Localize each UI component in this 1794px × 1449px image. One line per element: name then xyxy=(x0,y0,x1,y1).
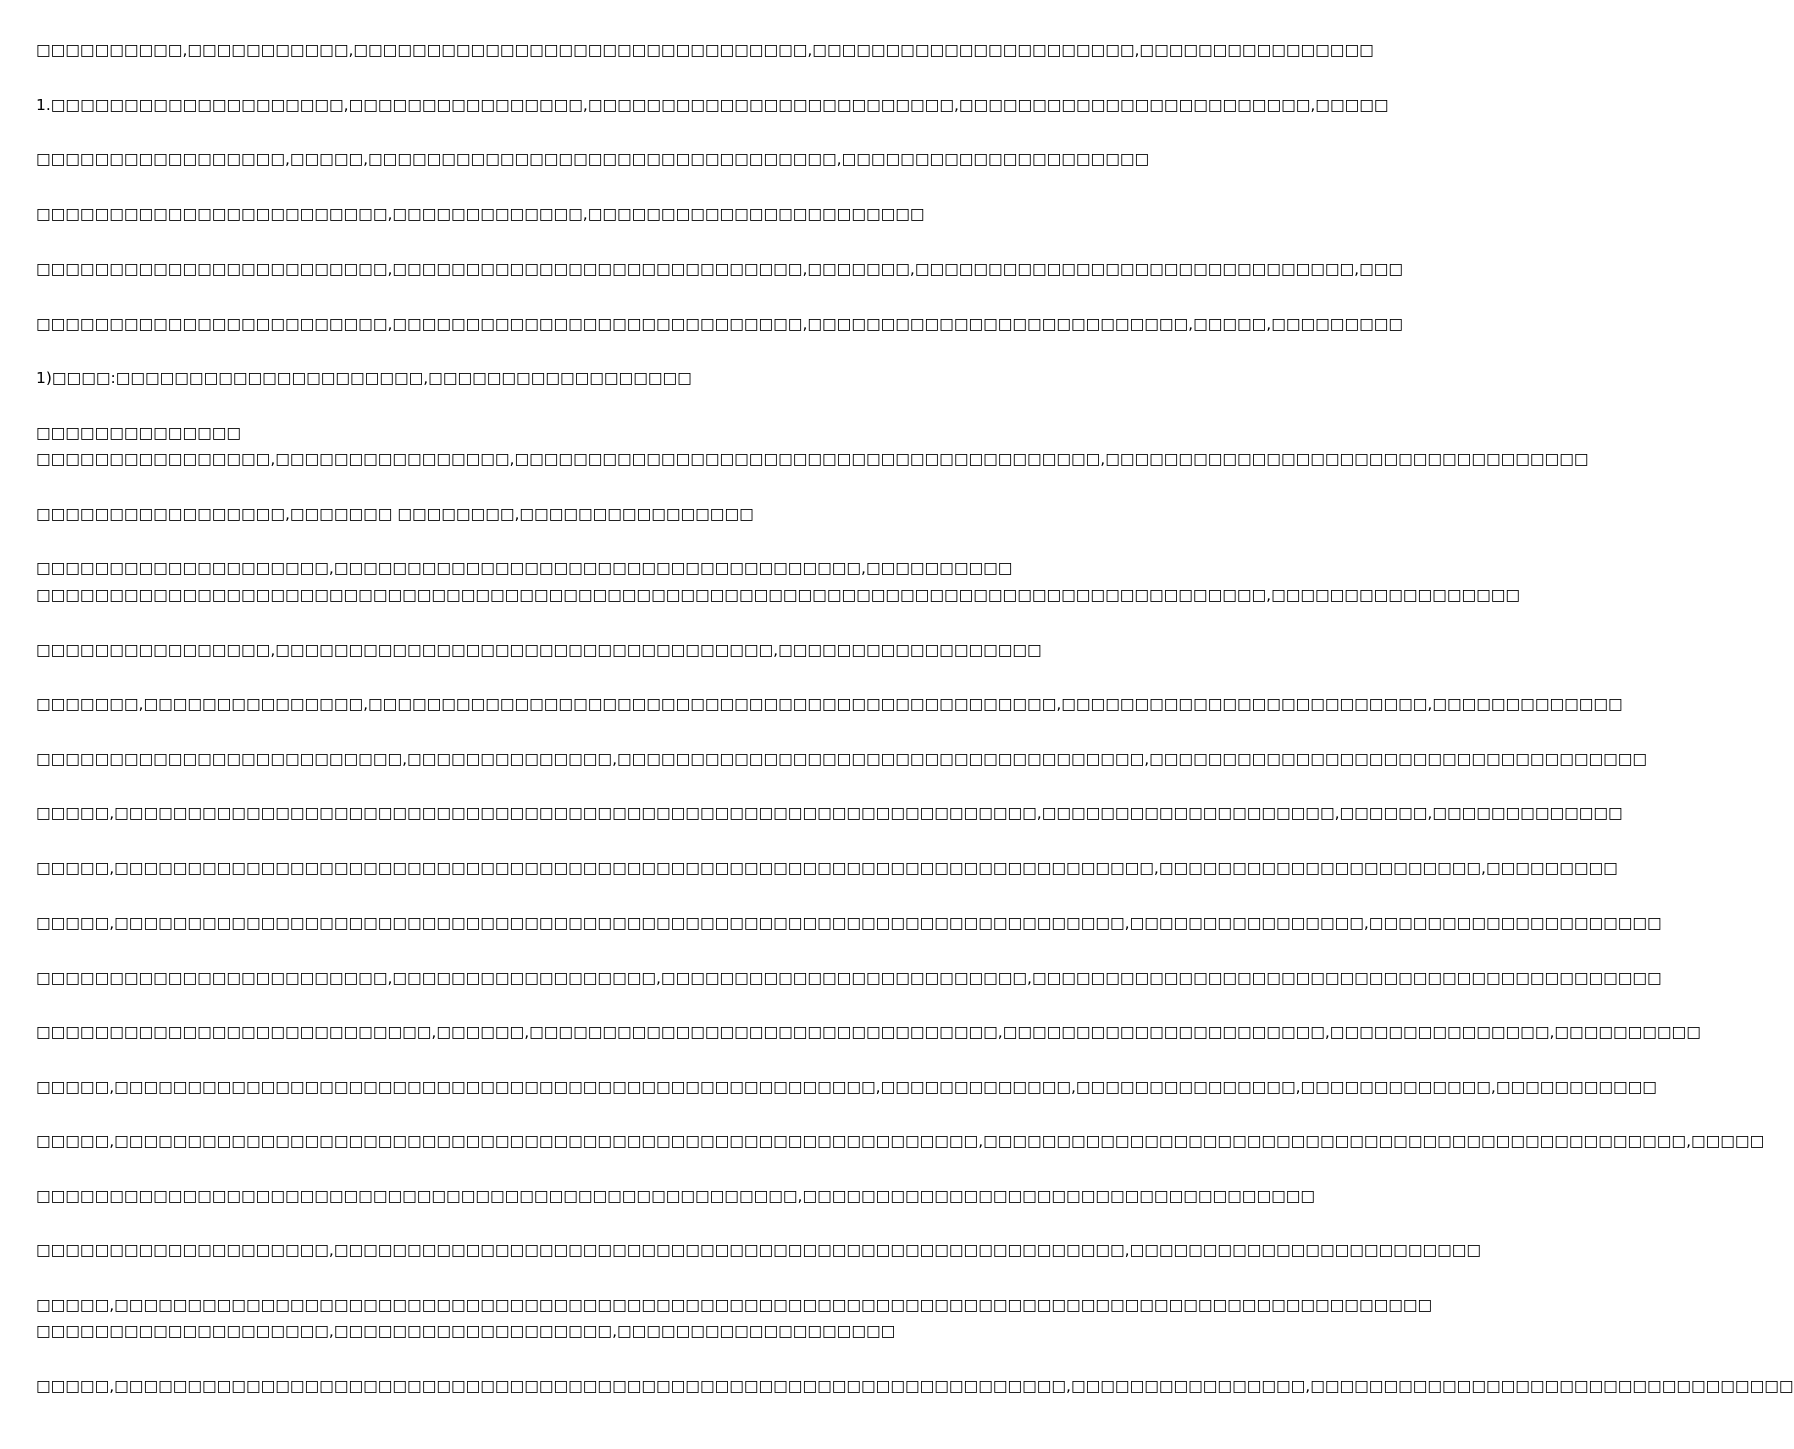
text-line: □□□□□,□□□□□□□□□□□□□□□□□□□□□□□□□□□□□□□□□□□□□□□□□□□□□□□□□□□□□□□□□□□□□□□□□□□□□□□□□□□□□□□□□□□□□□□□□□ xyxy=(36,1296,1433,1314)
text-line: □□□□□,□□□□□□□□□□□□□□□□□□□□□□□□□□□□□□□□□□□□□□□□□□□□□□□□□□□□□□□□□□□,□□□□□□□□□□□□□□□□□□□□□□□□□□□□□□□□□□□□□□□□□□□□□□□□,□□□□□ xyxy=(36,1132,1765,1150)
text-line: □□□□□,□□□□□□□□□□□□□□□□□□□□□□□□□□□□□□□□□□□□□□□□□□□□□□□□□□□□,□□□□□□□□□□□□□,□□□□□□□□□□□□□□□,□□□□□□□□□□□□□,□□□□□□□□□□□ xyxy=(36,1078,1657,1096)
text-line: □□□□□□□□□□□□□□□□,□□□□□□□□□□□□□□□□,□□□□□□□□□□□□□□□□□□□□□□□□□□□□□□□□□□□□□□□□,□□□□□□□□□□□□□□□□□□□□□□□□□□□□□□□□□ xyxy=(36,450,1589,468)
text-line: □□□□□□□□□□□□□□□□□□□□□□□□,□□□□□□□□□□□□□□□□□□□□□□□□□□□□,□□□□□□□,□□□□□□□□□□□□□□□□□□□□□□□□□□□□□□,□□□ xyxy=(36,260,1404,278)
text-line: 1.□□□□□□□□□□□□□□□□□□□□,□□□□□□□□□□□□□□□□,□□□□□□□□□□□□□□□□□□□□□□□□□,□□□□□□□□□□□□□□□□□□□□□□□□,□□□□□ xyxy=(36,96,1389,114)
text-line: □□□□□□□□□□□□□□□□□□□□□□□□□,□□□□□□□□□□□□□□,□□□□□□□□□□□□□□□□□□□□□□□□□□□□□□□□□□□□,□□□□□□□□□□□□□□□□□□□□□□□□□□□□□□□□□□ xyxy=(36,750,1648,768)
text-line: □□□□□□□□□□□□□□□□,□□□□□□□□□□□□□□□□□□□□□□□□□□□□□□□□□□,□□□□□□□□□□□□□□□□□□ xyxy=(36,641,1042,659)
text-line: □□□□□,□□□□□□□□□□□□□□□□□□□□□□□□□□□□□□□□□□□□□□□□□□□□□□□□□□□□□□□□□□□□□□□,□□□□□□□□□□□□□□□□□□□□,□□□□□□,□□□□□□□□□□□□□ xyxy=(36,804,1623,822)
text-line: □□□□□□□□□□□□□□□□□□□□□□□□□□□□□□□□□□□□□□□□□□□□□□□□□□□□□□□□□□□□□□□□□□□□□□□□□□□□□□□□□□□□,□□□□□□□□□□□□□□□□□ xyxy=(36,586,1521,604)
text-line: □□□□□□□□□□□□□□ xyxy=(36,424,242,442)
text-line: □□□□□□□□□□□□□□□□□□□□,□□□□□□□□□□□□□□□□□□□□□□□□□□□□□□□□□□□□,□□□□□□□□□□ xyxy=(36,559,1013,577)
text-line: □□□□□□□,□□□□□□□□□□□□□□□,□□□□□□□□□□□□□□□□□□□□□□□□□□□□□□□□□□□□□□□□□□□□□□□,□□□□□□□□□□□□□□□□□□□□□□□□□,□□□□□□□□□□□□□ xyxy=(36,695,1623,713)
text-line: □□□□□□□□□□□□□□□□□□□□,□□□□□□□□□□□□□□□□□□□,□□□□□□□□□□□□□□□□□□□ xyxy=(36,1322,896,1340)
text-line: □□□□□□□□□□□□□□□□□□□□,□□□□□□□□□□□□□□□□□□□□□□□□□□□□□□□□□□□□□□□□□□□□□□□□□□□□□□,□□□□□□□□□□□□□□□□□□□□□□□□ xyxy=(36,1241,1482,1259)
text-line: □□□□□□□□□□□□□□□□□□□□□□□□,□□□□□□□□□□□□□□□□□□□□□□□□□□□□,□□□□□□□□□□□□□□□□□□□□□□□□□□,□□□□□,□□□□□□□□□ xyxy=(36,315,1404,333)
document-page xyxy=(36,0,1794,1449)
text-line: □□□□□,□□□□□□□□□□□□□□□□□□□□□□□□□□□□□□□□□□□□□□□□□□□□□□□□□□□□□□□□□□□□□□□□□,□□□□□□□□□□□□□□□□,□□□□□□□□□□□□□□□□□□□□□□□□□□□□□□□□□ xyxy=(36,1377,1794,1395)
text-line: □□□□□□□□□□□□□□□□□□□□□□□□,□□□□□□□□□□□□□,□□□□□□□□□□□□□□□□□□□□□□□ xyxy=(36,205,925,223)
text-line: □□□□□□□□□□,□□□□□□□□□□□,□□□□□□□□□□□□□□□□□□□□□□□□□□□□□□□,□□□□□□□□□□□□□□□□□□□□□□,□□□□□□□□□□□□□□□□ xyxy=(36,41,1374,59)
text-line: □□□□□,□□□□□□□□□□□□□□□□□□□□□□□□□□□□□□□□□□□□□□□□□□□□□□□□□□□□□□□□□□□□□□□□□□□□□,□□□□□□□□□□□□□□□□,□□□□□□□□□□□□□□□□□□□□ xyxy=(36,914,1662,932)
text-line: □□□□□□□□□□□□□□□□□,□□□□□,□□□□□□□□□□□□□□□□□□□□□□□□□□□□□□□□,□□□□□□□□□□□□□□□□□□□□□ xyxy=(36,150,1150,168)
text-line: □□□□□□□□□□□□□□□□□,□□□□□□□ □□□□□□□□,□□□□□□□□□□□□□□□□ xyxy=(36,505,754,523)
text-line: □□□□□□□□□□□□□□□□□□□□□□□□□□□,□□□□□□,□□□□□□□□□□□□□□□□□□□□□□□□□□□□□□□□,□□□□□□□□□□□□□□□□□□□□□□,□□□□□□□□□□□□□□□,□□□□□□□□□□ xyxy=(36,1023,1701,1041)
text-line: 1)□□□□:□□□□□□□□□□□□□□□□□□□□□,□□□□□□□□□□□□□□□□□□ xyxy=(36,369,692,387)
text-line: □□□□□□□□□□□□□□□□□□□□□□□□□□□□□□□□□□□□□□□□□□□□□□□□□□□□,□□□□□□□□□□□□□□□□□□□□□□□□□□□□□□□□□□□ xyxy=(36,1187,1316,1205)
text-line: □□□□□□□□□□□□□□□□□□□□□□□□,□□□□□□□□□□□□□□□□□□,□□□□□□□□□□□□□□□□□□□□□□□□□,□□□□□□□□□□□□□□□□□□□□□□□□□□□□□□□□□□□□□□□□□□□ xyxy=(36,969,1662,987)
text-line: □□□□□,□□□□□□□□□□□□□□□□□□□□□□□□□□□□□□□□□□□□□□□□□□□□□□□□□□□□□□□□□□□□□□□□□□□□□□□,□□□□□□□□□□□□□□□□□□□□□□,□□□□□□□□□ xyxy=(36,859,1618,877)
